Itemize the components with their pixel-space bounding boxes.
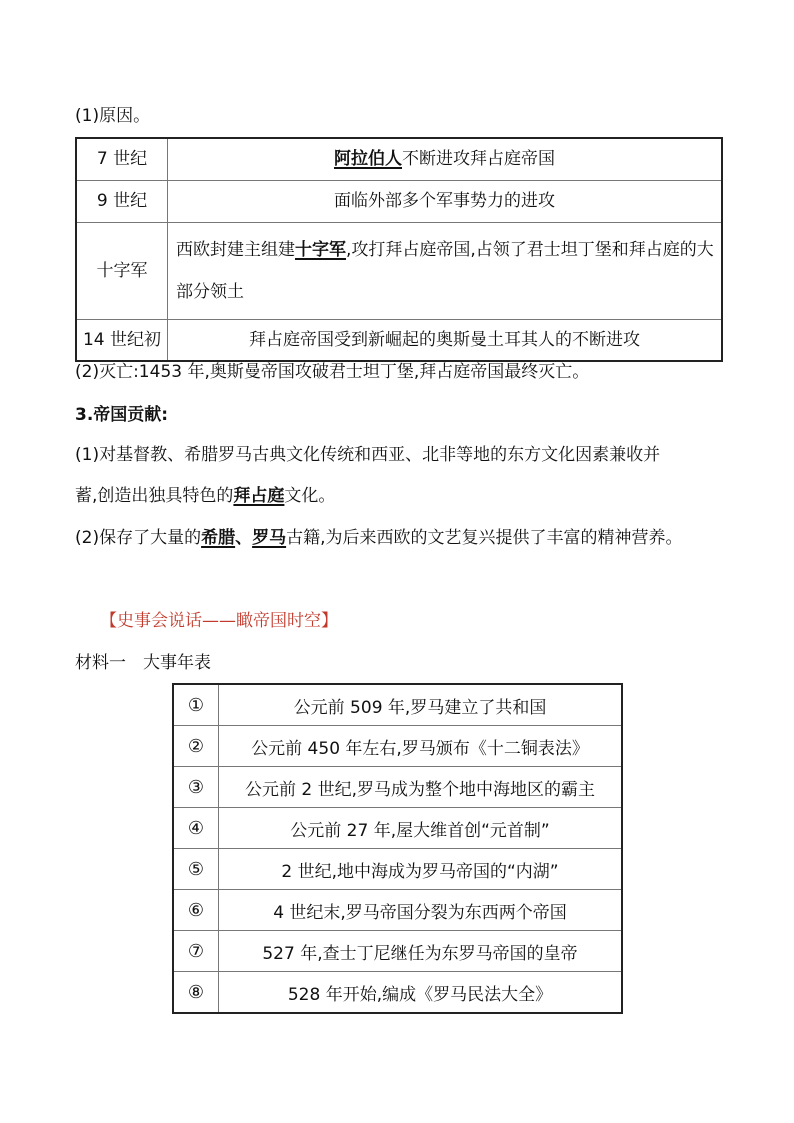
section-title: 【史事会说话——瞰帝国时空】 xyxy=(100,611,338,631)
material-label: 材料一 大事年表 xyxy=(75,653,211,673)
table-row xyxy=(173,890,622,931)
event-text: 公元前 450 年左右,罗马颁布《十二铜表法》 xyxy=(219,726,623,767)
table-row xyxy=(173,849,622,890)
event-number: ⑧ xyxy=(173,972,219,1014)
event-cell: 阿拉伯人不断进攻拜占庭帝国 xyxy=(168,138,723,180)
table-row xyxy=(76,138,722,180)
table-row xyxy=(76,180,722,222)
event-text: 527 年,查士丁尼继任为东罗马帝国的皇帝 xyxy=(219,931,623,972)
event-number: ① xyxy=(173,684,219,726)
period-cell: 7 世纪 xyxy=(76,138,168,180)
table-row xyxy=(173,931,622,972)
key-term: 希腊 xyxy=(201,528,236,548)
event-cell: 拜占庭帝国受到新崛起的奥斯曼土耳其人的不断进攻 xyxy=(168,319,723,361)
fall-line: (2)灭亡:1453 年,奥斯曼帝国攻破君士坦丁堡,拜占庭帝国最终灭亡。 xyxy=(75,362,590,382)
period-cell: 9 世纪 xyxy=(76,180,168,222)
table-row xyxy=(173,726,622,767)
event-cell: 面临外部多个军事势力的进攻 xyxy=(168,180,723,222)
causes-heading: (1)原因。 xyxy=(75,106,151,126)
event-number: ③ xyxy=(173,767,219,808)
causes-table xyxy=(75,137,723,362)
event-text: 4 世纪末,罗马帝国分裂为东西两个帝国 xyxy=(219,890,623,931)
event-text: 公元前 27 年,屋大维首创“元首制” xyxy=(219,808,623,849)
contribution-2: (2)保存了大量的希腊、罗马古籍,为后来西欧的文艺复兴提供了丰富的精神营养。 xyxy=(75,528,683,548)
table-row xyxy=(76,319,722,361)
event-number: ⑦ xyxy=(173,931,219,972)
contribution-heading: 3.帝国贡献: xyxy=(75,405,169,425)
period-cell: 14 世纪初 xyxy=(76,319,168,361)
key-term: 拜占庭 xyxy=(233,486,285,506)
event-text: 528 年开始,编成《罗马民法大全》 xyxy=(219,972,623,1014)
event-number: ② xyxy=(173,726,219,767)
key-term: 阿拉伯人 xyxy=(334,149,402,170)
event-number: ⑥ xyxy=(173,890,219,931)
table-row xyxy=(173,808,622,849)
contribution-1-line1: (1)对基督教、希腊罗马古典文化传统和西亚、北非等地的东方文化因素兼收并 xyxy=(75,445,661,465)
event-text: 公元前 509 年,罗马建立了共和国 xyxy=(219,684,623,726)
event-text: 公元前 2 世纪,罗马成为整个地中海地区的霸主 xyxy=(219,767,623,808)
event-number: ④ xyxy=(173,808,219,849)
contribution-1-line2: 蓄,创造出独具特色的拜占庭文化。 xyxy=(75,486,336,506)
table-row xyxy=(173,972,622,1014)
event-text: 2 世纪,地中海成为罗马帝国的“内湖” xyxy=(219,849,623,890)
key-term: 罗马 xyxy=(252,528,287,548)
table-row xyxy=(173,767,622,808)
timeline-table xyxy=(172,683,623,1014)
event-cell: 西欧封建主组建十字军,攻打拜占庭帝国,占领了君士坦丁堡和拜占庭的大部分领土 xyxy=(168,222,723,319)
table-row xyxy=(76,222,722,319)
table-row xyxy=(173,684,622,726)
key-term: 十字军 xyxy=(295,239,346,260)
event-number: ⑤ xyxy=(173,849,219,890)
period-cell: 十字军 xyxy=(76,222,168,319)
